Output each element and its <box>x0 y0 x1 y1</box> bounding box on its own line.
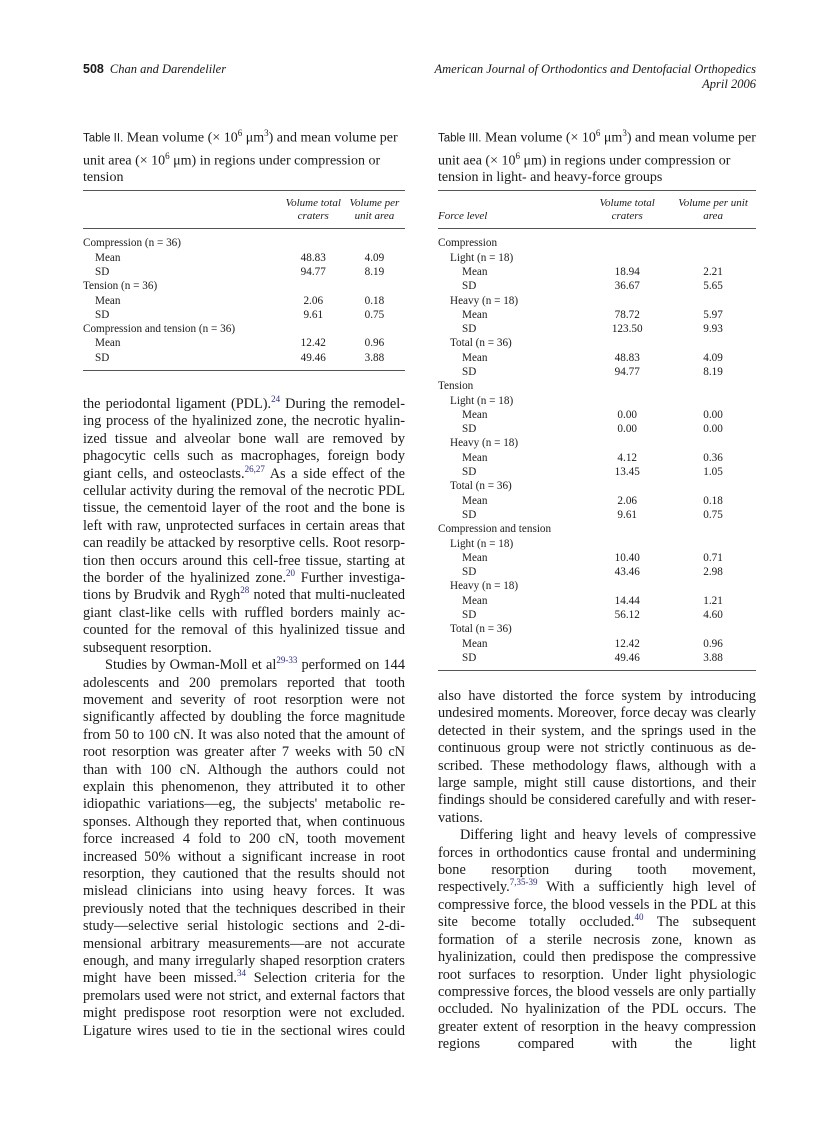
cell-value: 0.75 <box>364 308 385 321</box>
citation-superscript: 29-33 <box>276 655 298 666</box>
cell-value: 0.36 <box>703 451 723 464</box>
paragraph-text: performed on 144 adolescents and 200 premolars reported that tooth movement and severity of root resorption were not significantly affected by doubling the force magnitude from 50 to 100 cN. It was also noted that the amount of root resorption was greater after 7 weeks with 50 cN than with 100 cN. Although the authors could not explain this phenomenon, they attributed it to other idiopathic variations—eg, the subjects' metabolic responses. Although they reported that, when continuous force increased 4 fold to 200 cN, tooth movement increased 50% without a significant increase in root resorption, they cautioned that the results should not mislead clinicians into using heavy forces. It was previously noted that the techniques described in their study—selective serial histologic sections and 2-dimensional arbitrary measurements—are not accurate enough, and many irregularly shaped resorption craters might have been missed. <box>83 657 405 987</box>
cell-value <box>584 579 670 593</box>
cell-value: 4.09 <box>364 251 385 264</box>
table-label: Table II. <box>83 132 124 145</box>
cell-value: 4.12 <box>617 451 637 464</box>
caption-text: ) and mean volume per unit area (× 10 <box>83 130 398 169</box>
cell-value <box>584 379 670 393</box>
table-row <box>438 394 756 408</box>
cell-value: 9.93 <box>703 323 723 336</box>
column-header: Volume total craters <box>285 197 341 223</box>
header-row <box>438 191 756 229</box>
cell-value <box>670 436 756 450</box>
cell-value: 18.94 <box>614 265 640 278</box>
table-3 <box>438 125 756 671</box>
cell-value <box>584 436 670 450</box>
table-row <box>83 336 405 350</box>
citation-superscript: 24 <box>271 394 281 405</box>
row-label: Mean <box>462 494 488 507</box>
table-row <box>438 522 756 536</box>
page-number: 508 <box>83 62 104 76</box>
citation-superscript: 34 <box>237 968 246 979</box>
table-row <box>438 537 756 551</box>
table-row <box>438 251 756 265</box>
cell-value <box>344 229 405 251</box>
caption-text: μm) in regions under compression or tension in light- and heavy-force groups <box>438 153 731 186</box>
paragraph <box>438 827 756 1053</box>
paragraph-text: Further investigations by Brudvik and Rygh <box>83 570 406 604</box>
table-row <box>438 637 756 651</box>
cell-value: 48.83 <box>300 251 326 264</box>
cell-value: 0.00 <box>703 423 723 436</box>
citation-superscript: 20 <box>286 568 296 579</box>
row-label: Mean <box>462 637 488 650</box>
cell-value: 78.72 <box>614 308 640 321</box>
row-label: Mean <box>462 308 488 321</box>
cell-value <box>584 229 670 251</box>
row-label: Compression <box>438 237 498 250</box>
caption-text: μm <box>242 130 265 146</box>
paragraph-text: The subsequent formation of a sterile necrosis zone, known as hyalinization, could then predispose the compressive root surfaces to resorption. Under light physiologic compressive forces, the blood vessels are only partially occluded. No hyalinization of the PDL occurs. The greater extent of resorption in the heavy compression regions compared with the light <box>438 914 756 1053</box>
cell-value <box>670 251 756 265</box>
cell-value <box>670 336 756 350</box>
issue-date: April 2006 <box>702 77 756 91</box>
column-header: Volume per unit area <box>678 197 748 223</box>
row-label: Mean <box>462 594 488 607</box>
cell-value <box>670 394 756 408</box>
row-label: Tension (n = 36) <box>83 280 158 293</box>
cell-value <box>584 251 670 265</box>
cell-value: 48.83 <box>614 351 640 364</box>
cell-value: 12.42 <box>300 337 326 350</box>
row-label: Compression (n = 36) <box>83 237 181 250</box>
row-label: Mean <box>95 337 121 350</box>
paragraph-text: noted that multi-nucleated giant clast-like cells with ruffled borders mainly accounted for the removal of this hyalinized tissue and subsequent resorption. <box>83 587 405 656</box>
table-row <box>438 436 756 450</box>
cell-value: 9.61 <box>617 508 637 521</box>
cell-value: 13.45 <box>614 466 640 479</box>
caption-text: 3 <box>622 128 627 138</box>
cell-value: 2.06 <box>617 494 637 507</box>
table-row <box>438 365 756 379</box>
cell-value: 36.67 <box>614 280 640 293</box>
table-row <box>438 508 756 522</box>
row-label: SD <box>462 280 477 293</box>
cell-value <box>670 379 756 393</box>
cell-value: 8.19 <box>703 365 723 378</box>
data-table <box>83 190 405 371</box>
table-row <box>83 294 405 308</box>
cell-value <box>670 537 756 551</box>
paragraph-text: As a side effect of the cellular activity during the removal of the necrotic PDL tissue, the cementoid layer of the root and the bone is left with raw, unprotected surfaces in certain areas that can readily be attacked by resorptive cells. Root resorption then occurs around this cell-free tissue, starting at the border of the hyalinized zone. <box>83 465 405 587</box>
cell-value: 2.06 <box>303 294 324 307</box>
cell-value: 1.05 <box>703 466 723 479</box>
column-header: Volume total craters <box>599 197 655 223</box>
data-table <box>438 190 756 671</box>
cell-value: 9.61 <box>303 308 324 321</box>
cell-value: 0.00 <box>617 408 637 421</box>
cell-value: 0.18 <box>703 494 723 507</box>
table-row <box>438 336 756 350</box>
table-row <box>438 565 756 579</box>
cell-value: 14.44 <box>614 594 640 607</box>
cell-value: 94.77 <box>614 365 640 378</box>
cell-value <box>584 522 670 536</box>
caption-text: 3 <box>264 128 269 138</box>
cell-value: 43.46 <box>614 566 640 579</box>
cell-value: 0.75 <box>703 508 723 521</box>
cell-value: 1.21 <box>703 594 723 607</box>
row-label: Light (n = 18) <box>450 251 514 264</box>
row-label: SD <box>462 609 477 622</box>
cell-value: 94.77 <box>300 265 326 278</box>
cell-value <box>283 279 344 293</box>
table-row <box>438 422 756 436</box>
row-label: SD <box>95 308 110 321</box>
cell-value: 5.97 <box>703 308 723 321</box>
caption-text: ) and mean volume per unit aea (× 10 <box>438 130 756 169</box>
paragraph-text: During the remodeling process of the hyalinized zone, the necrotic hyalinized tissue and alveolar bone wall are removed by phagocytic cells such as macrophages, foreign body giant cells, and osteoclasts. <box>83 396 405 482</box>
cell-value <box>670 579 756 593</box>
cell-value <box>584 537 670 551</box>
cell-value: 0.00 <box>617 423 637 436</box>
cell-value <box>584 394 670 408</box>
row-label: SD <box>95 265 110 278</box>
column-header: Volume per unit area <box>349 197 400 223</box>
table-row <box>438 622 756 636</box>
caption-text: 6 <box>165 150 170 161</box>
caption-text: 6 <box>237 128 243 138</box>
cell-value: 0.00 <box>703 408 723 421</box>
cell-value: 3.88 <box>703 651 723 664</box>
paragraph-text: With a sufficiently high level of compressive force, the blood vessels in the PDL at this site become totally occluded. <box>438 879 756 931</box>
journal-title: American Journal of Orthodontics and Dentofacial Orthopedics <box>434 62 756 76</box>
table-row <box>438 451 756 465</box>
cell-value: 0.71 <box>703 551 723 564</box>
cell-value <box>344 279 405 293</box>
caption-text: 6 <box>595 128 601 138</box>
citation-superscript: 40 <box>634 912 644 923</box>
cell-value: 0.96 <box>703 637 723 650</box>
cell-value: 0.96 <box>364 337 385 350</box>
cell-value: 2.21 <box>703 265 723 278</box>
cell-value: 12.42 <box>614 637 640 650</box>
table-row <box>438 479 756 493</box>
cell-value <box>584 294 670 308</box>
citation-superscript: 7,35-39 <box>509 877 538 888</box>
cell-value: 2.98 <box>703 566 723 579</box>
table-caption <box>438 125 756 186</box>
row-label: Heavy (n = 18) <box>450 294 519 307</box>
caption-text: Mean volume (× 10 <box>126 130 238 146</box>
paragraph-text: the periodontal ligament (PDL). <box>83 396 272 412</box>
table-row <box>438 322 756 336</box>
paragraph-text: Selection criteria for the premolars used were not strict, and external factors that might predispose root resorption were not excluded. Ligature wires used to tie in the sectional wires could <box>83 970 405 1039</box>
cell-value: 123.50 <box>611 323 643 336</box>
row-label: SD <box>462 365 477 378</box>
row-label: SD <box>462 466 477 479</box>
row-label: Heavy (n = 18) <box>450 437 519 450</box>
row-label: Light (n = 18) <box>450 394 514 407</box>
table-2 <box>83 125 405 371</box>
table-row <box>438 379 756 393</box>
row-label: Total (n = 36) <box>450 337 512 350</box>
cell-value <box>670 479 756 493</box>
caption-text: μm <box>600 130 623 146</box>
cell-value <box>584 479 670 493</box>
column-header <box>83 191 283 229</box>
table-row <box>438 594 756 608</box>
cell-value <box>584 622 670 636</box>
row-label: Mean <box>462 265 488 278</box>
cell-value <box>670 229 756 251</box>
caption-text: Mean volume (× 10 <box>484 130 596 146</box>
table-row <box>438 265 756 279</box>
cell-value <box>670 522 756 536</box>
row-label: Light (n = 18) <box>450 537 514 550</box>
cell-value <box>584 336 670 350</box>
cell-value <box>283 229 344 251</box>
row-label: SD <box>95 351 110 364</box>
paragraph-text: Studies by Owman-Moll et al <box>105 657 277 674</box>
paragraph-text: also have distorted the force system by introducing undesired moments. Moreover, force decay was clearly detected in their system, and the springs used in the continuous group were not strictly continuous as described. These methodology flaws, although with a large sample, might still cause distortions, and their findings should be considered carefully and with reservations. <box>438 688 756 826</box>
cell-value: 49.46 <box>300 351 326 364</box>
header-row <box>83 191 405 229</box>
paragraph <box>83 396 405 657</box>
row-label: Compression and tension (n = 36) <box>83 323 236 336</box>
row-label: Mean <box>95 294 121 307</box>
row-label: SD <box>462 423 477 436</box>
column-header: Force level <box>438 210 488 223</box>
table-row <box>438 229 756 251</box>
table-row <box>438 579 756 593</box>
cell-value: 4.60 <box>703 609 723 622</box>
cell-value <box>283 322 344 336</box>
table-row <box>83 322 405 336</box>
cell-value: 4.09 <box>703 351 723 364</box>
paragraph-text: Differing light and heavy levels of compressive forces in orthodontics cause frontal and undermining bone resorption during tooth movement, respectively. <box>438 827 756 896</box>
running-header-left <box>83 62 226 77</box>
right-text-column <box>438 688 756 1054</box>
cell-value <box>670 622 756 636</box>
table-row <box>438 308 756 322</box>
row-label: Mean <box>462 451 488 464</box>
table-row <box>438 651 756 671</box>
row-label: Mean <box>462 551 488 564</box>
cell-value: 0.18 <box>364 294 385 307</box>
cell-value: 5.65 <box>703 280 723 293</box>
row-label: Compression and tension <box>438 523 552 536</box>
table-row <box>83 251 405 265</box>
table-row <box>83 351 405 371</box>
row-label: Total (n = 36) <box>450 480 512 493</box>
table-row <box>83 265 405 279</box>
cell-value: 3.88 <box>364 351 385 364</box>
authors: Chan and Darendeliler <box>109 62 227 76</box>
table-row <box>438 551 756 565</box>
citation-superscript: 28 <box>240 585 250 596</box>
table-row <box>438 608 756 622</box>
table-row <box>438 279 756 293</box>
row-label: SD <box>462 508 477 521</box>
table-row <box>438 294 756 308</box>
row-label: Total (n = 36) <box>450 623 512 636</box>
paragraph <box>83 657 405 1040</box>
paragraph <box>438 688 756 827</box>
cell-value: 8.19 <box>364 265 385 278</box>
cell-value <box>344 322 405 336</box>
row-label: SD <box>462 651 477 664</box>
row-label: SD <box>462 566 477 579</box>
cell-value: 56.12 <box>614 609 640 622</box>
table-caption <box>83 125 405 186</box>
caption-text: μm) in regions under compression or tension <box>83 153 381 186</box>
table-row <box>83 229 405 251</box>
table-row <box>438 494 756 508</box>
table-label: Table III. <box>438 132 482 145</box>
table-row <box>83 279 405 293</box>
cell-value: 49.46 <box>614 651 640 664</box>
running-header-right <box>435 62 757 92</box>
left-text-column <box>83 396 405 1040</box>
table-row <box>83 308 405 322</box>
row-label: SD <box>462 323 477 336</box>
row-label: Mean <box>462 408 488 421</box>
table-row <box>438 465 756 479</box>
cell-value: 10.40 <box>614 551 640 564</box>
citation-superscript: 26,27 <box>244 463 265 474</box>
row-label: Tension <box>438 380 474 393</box>
cell-value <box>670 294 756 308</box>
row-label: Mean <box>462 351 488 364</box>
row-label: Heavy (n = 18) <box>450 580 519 593</box>
table-row <box>438 351 756 365</box>
table-row <box>438 408 756 422</box>
row-label: Mean <box>95 251 121 264</box>
caption-text: 6 <box>515 150 520 161</box>
